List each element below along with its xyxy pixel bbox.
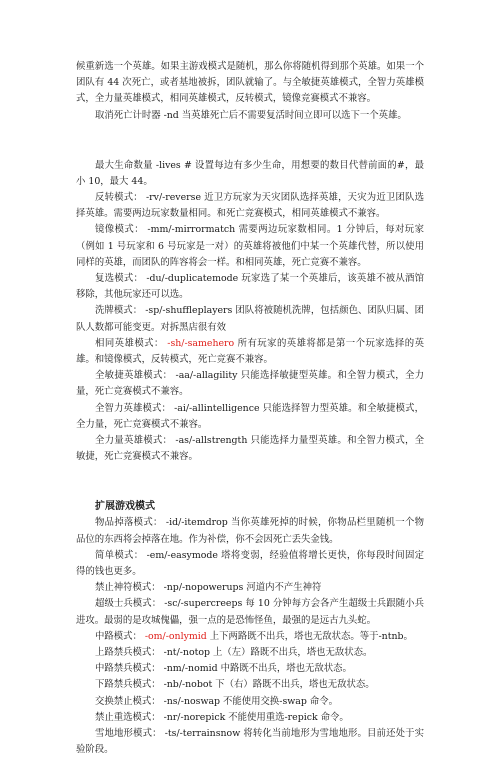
paragraph [76,401,424,433]
text-run: 扩展游戏模式 [95,501,155,513]
paragraph [76,694,424,710]
paragraph [76,59,424,108]
text-run: 反转模式： -rv/-reverse 近卫方玩家为天灾团队选择英雄，天灾为近卫团队选择英雄。需要两边玩家数量相同。和死亡竞赛模式，相同英雄模式不兼容。 [76,192,424,220]
paragraph [76,303,424,335]
text-run: 全智力英雄模式： -ai/-allintelligence 只能选择智力型英雄。和全敏捷模式，全力量，死亡竞赛模式不兼容。 [76,402,424,430]
paragraph [76,433,424,465]
paragraph [76,548,424,580]
paragraph [76,222,424,271]
paragraph [76,108,424,124]
paragraph [76,368,424,400]
paragraph [76,629,424,645]
paragraph [76,336,424,368]
highlighted-command: -sh/-samehero [167,337,235,349]
paragraph [76,645,424,661]
text-run: 复选模式： -du/-duplicatemode 玩家选了某一个英雄后，该英雄不被从酒馆移除，其他玩家还可以选。 [76,273,424,301]
paragraph [76,596,424,628]
text-run: 下路禁兵模式： -nb/-nobot 下（右）路既不出兵，塔也无敌状态。 [95,679,375,691]
paragraph [76,710,424,726]
text-run: 上下两路既不出兵，塔也无敌状态。等于-ntnb。 [206,630,413,642]
text-run: 雪地地形模式： -ts/-terrainsnow 将转化当前地形为雪地地形。目前还处于实验阶段。 [76,728,424,756]
text-run: 中路模式： [95,630,145,642]
section-heading [76,499,424,515]
paragraph [76,271,424,303]
text-run: 洗牌模式： -sp/-shuffleplayers 团队将被随机洗牌，包括颜色、团队归属、团队人数都可能变更。对拆黑店很有效 [76,305,424,333]
text-run: 中路禁兵模式： -nm/-nomid 中路既不出兵，塔也无敌状态。 [95,663,352,675]
text-run: 候重新选一个英雄。如果主游戏模式是随机，那么你将随机得到那个英雄。如果一个团队有 44 次死亡，或者基地被拆，团队就输了。与全敏捷英雄模式，全智力英雄模式，全力量英雄模式，相同英雄模式，反转模式，镜像竞赛模式不兼容。 [76,61,424,105]
text-run: 最大生命数量 -lives # 设置每边有多少生命，用想要的数目代替前面的#，最小 10，最大 44。 [76,159,424,187]
paragraph [76,677,424,693]
text-run: 相同英雄模式： [95,337,168,349]
paragraph [76,158,424,190]
paragraph [76,580,424,596]
text-run: 上路禁兵模式： -nt/-notop 上（左）路既不出兵，塔也无敌状态。 [95,647,373,659]
text-run: 取消死亡计时器 -nd 当英雄死亡后不需要复活时间立即可以选下一个英雄。 [95,109,407,121]
text-run: 镜像模式： -mm/-mirrormatch 需要两边玩家数相同。1 分钟后，每对玩家（例如 1 号玩家和 6 号玩家是一对）的英雄将被他们中某一个英雄代替，所以使用同样的英雄，而团队的阵容将会一样。和相同英雄，死亡竞赛不兼容。 [76,224,424,268]
highlighted-command: -om/-onlymid [144,630,207,642]
text-run: 交换禁止模式： -ns/-noswap 不能使用交换-swap 命令。 [95,695,338,707]
paragraph [76,661,424,677]
paragraph [76,190,424,222]
text-run: 全敏捷英雄模式： -aa/-allagility 只能选择敏捷型英雄。和全智力模式，全力量，死亡竞赛模式不兼容。 [76,370,424,398]
paragraph [76,726,424,758]
text-run: 简单模式： -em/-easymode 塔将变弱，经验值将增长更快，你每段时间固定得的钱也更多。 [76,549,424,578]
text-run: 所有玩家的英雄将都是第一个玩家选择的英雄。和镜像模式，反转模式，死亡竞赛不兼容。 [76,337,425,366]
text-run: 超级士兵模式： -sc/-supercreeps 每 10 分钟每方会各产生超级士兵跟随小兵进攻。最弱的是攻城傀儡，强一点的是恐怖怪鱼，最强的是远古九头蛇。 [76,598,424,626]
paragraph-gap [76,475,424,490]
text-run: 禁止神符模式： -np/-nopowerups 河道内不产生神符 [95,582,322,594]
document-page [76,59,424,758]
paragraph-gap [76,133,424,148]
text-run: 物品掉落模式： -id/-itemdrop 当你英雄死掉的时候，你物品栏里随机一个物品位的东西将会掉落在地。作为补偿，你不会因死亡丢失金钱。 [76,517,424,545]
paragraph [76,515,424,547]
text-run: 禁止重选模式： -nr/-norepick 不能使用重选-repick 命令。 [95,711,349,723]
text-run: 全力量英雄模式： -as/-allstrength 只能选择力量型英雄。和全智力模式，全敏捷，死亡竞赛模式不兼容。 [76,435,424,463]
